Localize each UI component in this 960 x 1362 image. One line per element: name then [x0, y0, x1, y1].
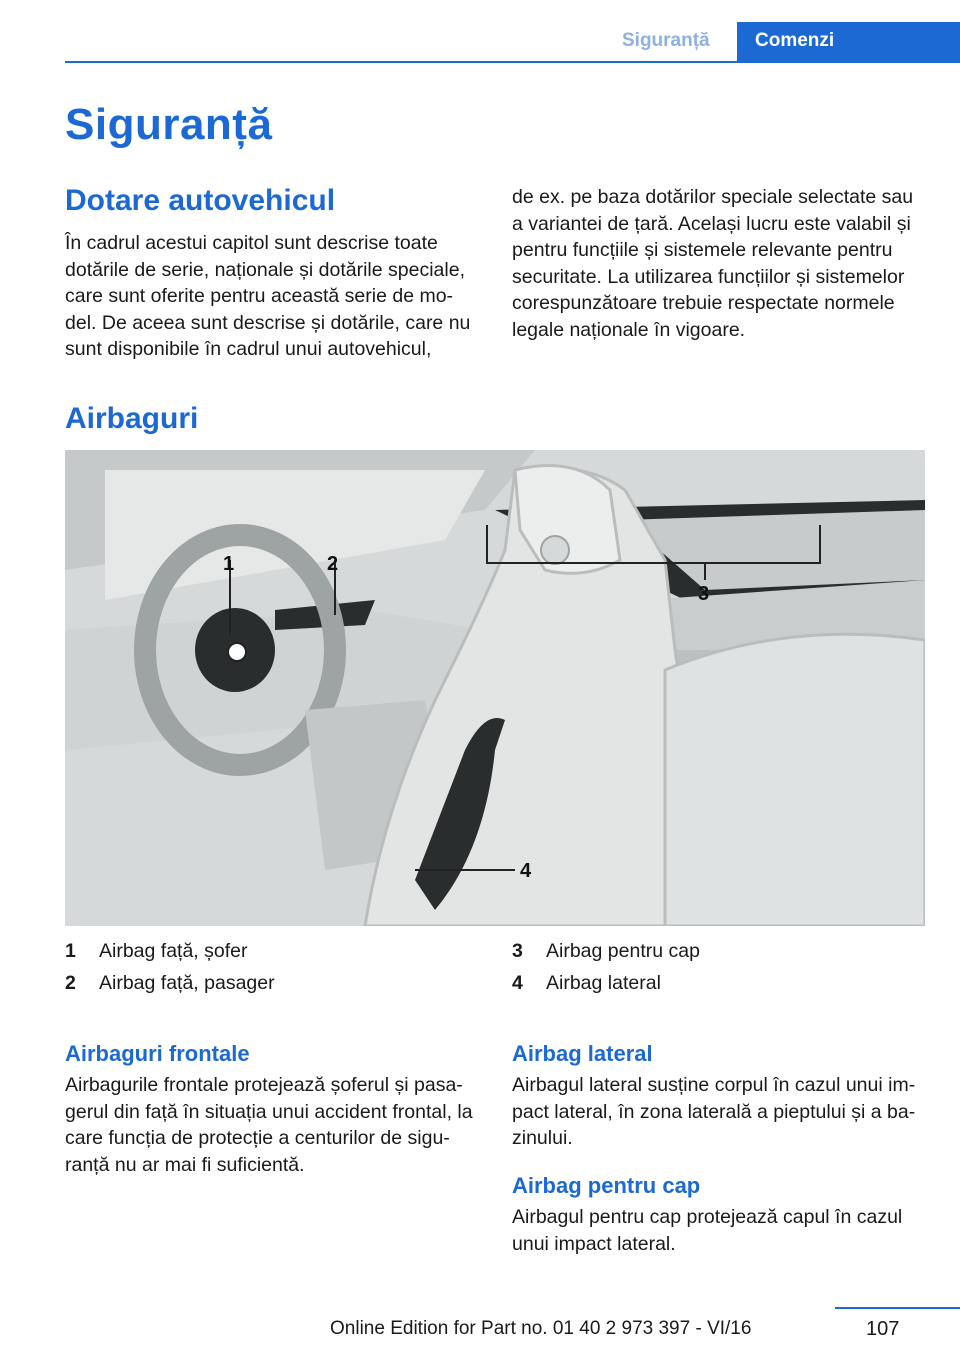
- lateral-text: Airbagul lateral susține corpul în cazul unui im-pact lateral, în zona laterală a pieptului și a ba-zinului.: [512, 1074, 916, 1149]
- head-text: Airbagul pentru cap protejează capul în cazul unui impact lateral.: [512, 1206, 903, 1255]
- airbag-illustration: [65, 450, 925, 926]
- page-title: Siguranță: [65, 100, 273, 149]
- legend-right: [512, 935, 700, 999]
- legend-left: [65, 935, 275, 999]
- car-interior-drawing: [65, 450, 925, 926]
- legend-number: 3: [512, 940, 523, 962]
- legend-item: [65, 935, 275, 967]
- legend-item: [512, 935, 700, 967]
- frontal-text: Airbagurile frontale protejează șoferul și pasa-gerul din față în situația unui accident frontal, la care funcția de protecție a centurilor de sigu-ranță nu ar mai fi suficientă.: [65, 1074, 473, 1176]
- section-heading-airbags: Airbaguri: [65, 402, 199, 435]
- callout-1: 1: [223, 553, 235, 575]
- legend-item: [512, 967, 700, 999]
- page-number: 107: [866, 1318, 900, 1340]
- section-heading-equipment: Dotare autovehicul: [65, 184, 336, 217]
- subheading-frontal: Airbaguri frontale: [65, 1041, 250, 1066]
- header-tab-label: Comenzi: [755, 30, 835, 51]
- footer-edition: Online Edition for Part no. 01 40 2 973 397 - VI/16: [330, 1318, 752, 1339]
- legend-label: Airbag lateral: [546, 972, 661, 994]
- legend-number: 2: [65, 972, 76, 994]
- legend-label: Airbag față, pasager: [99, 972, 275, 994]
- footer-divider: [835, 1307, 960, 1309]
- legend-label: Airbag față, șofer: [99, 940, 248, 962]
- subheading-lateral: Airbag lateral: [512, 1041, 653, 1066]
- callout-3: 3: [698, 583, 710, 605]
- equipment-text-right: de ex. pe baza dotărilor speciale selectate sau a variantei de țară. Același lucru este valabil și pentru funcțiile și sistemele relevante pentru securitate. La utilizarea funcțiilor și sistemelor corespunzătoare trebuie respectate normele legale naționale în vigoare.: [512, 186, 914, 341]
- header-section-label[interactable]: Siguranță: [622, 30, 710, 51]
- legend-number: 4: [512, 972, 523, 994]
- subheading-head: Airbag pentru cap: [512, 1173, 701, 1198]
- header-divider: [65, 61, 960, 63]
- callout-2: 2: [327, 553, 339, 575]
- legend-number: 1: [65, 940, 76, 962]
- legend-label: Airbag pentru cap: [546, 940, 700, 962]
- callout-4: 4: [520, 860, 532, 882]
- equipment-text-left: În cadrul acestui capitol sunt descrise toate dotările de serie, naționale și dotările speciale, care sunt oferite pentru această serie de mo-del. De aceea sunt descrise și dotările, care nu sunt disponibile în cadrul unui autovehicul,: [65, 232, 471, 360]
- header-tab[interactable]: [737, 22, 960, 61]
- legend-item: [65, 967, 275, 999]
